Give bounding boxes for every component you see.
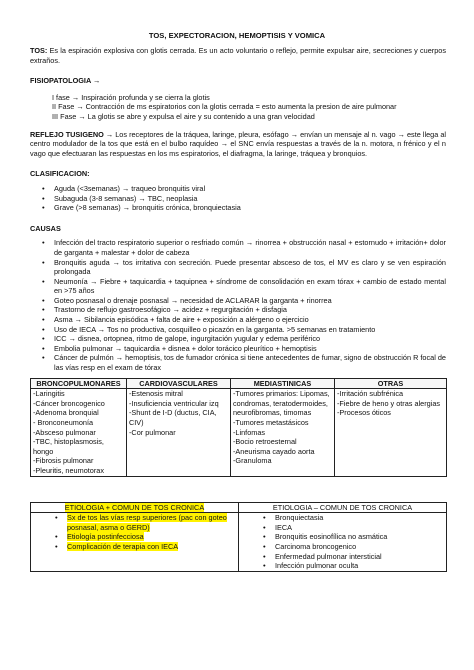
causa-item: • Uso de IECA → Tos no productiva, cosquilleo o picazón en la garganta. >5 semanas en tratamiento — [54, 325, 446, 335]
cell-line: -Insuficiencia ventricular izq — [129, 398, 219, 408]
phase-3: III Fase → La glotis se abre y expulsa el aire y su contenido a una gran velocidad — [52, 111, 315, 121]
causa-item: • ICC → disnea, ortopnea, ritmo de galope, ingurgitación yugular y edema periférico — [54, 334, 446, 344]
table-header-row — [31, 502, 447, 513]
causas-list — [30, 238, 446, 372]
tos-definition — [30, 46, 446, 65]
cell-line: -Granuloma — [233, 456, 272, 466]
causa-item: • Trastorno de reflujo gastroesofágico → acidez + regurgitación + disfagia — [54, 305, 446, 315]
list-item — [67, 542, 236, 552]
list-item: • Bronquitis eosinofílica no asmática — [275, 532, 444, 542]
list-item: • Carcinoma broncogenico — [275, 542, 444, 552]
header-otras: OTRAS — [335, 378, 447, 389]
header-mas-comun-text: ETIOLOGIA + COMUN DE TOS CRONICA — [64, 502, 205, 512]
cell-line: -Tumores primarios: Lipomas, condromas, teratodermoides, neurofibromas, timomas — [233, 389, 330, 418]
cell-line: -Tumores metastásicos — [233, 418, 309, 427]
fisiopatologia-heading: FISIOPATOLOGIA → — [30, 76, 101, 86]
cell-line: -Fiebre de heno y otras alergias — [337, 398, 441, 408]
menos-comun-cell — [239, 513, 447, 572]
cell-line: -Fibrosis pulmonar — [33, 456, 94, 466]
cell-line: -Absceso pulmonar — [33, 427, 96, 437]
highlighted-text: Complicación de terapia con IECA — [67, 541, 179, 551]
cell-line: -Cáncer broncogenico — [33, 398, 105, 408]
cell-line: -Bocio retroesternal — [233, 437, 297, 447]
list-item: • Infección pulmonar oculta — [275, 561, 444, 571]
list-item: • Enfermedad pulmonar intersticial — [275, 552, 444, 562]
document-body — [30, 46, 446, 572]
cell-line: -Irritación subfrénica — [337, 389, 404, 399]
etiologias-table — [30, 378, 447, 477]
cell-line: -Procesos óticos — [337, 408, 391, 418]
causa-item: • Bronquitis aguda → tos irritativa con secreción. Puede presentar absceso de tos, el MV es claro y se ven espiración prolongada — [54, 258, 446, 277]
cardiovasculares-cell — [127, 389, 231, 476]
cell-line: -Laringitis — [33, 389, 65, 399]
phase-1: I fase → Inspiración profunda y se cierra la glotis — [52, 92, 210, 102]
header-mas-comun — [31, 502, 239, 513]
header-cardiovasculares: CARDIOVASCULARES — [127, 378, 231, 389]
document-title: TOS, EXPECTORACION, HEMOPTISIS Y VOMICA — [148, 31, 326, 40]
table-row — [31, 513, 447, 572]
table-row — [31, 389, 447, 476]
list-item: • Bronquiectasia — [275, 513, 444, 523]
causas-heading: CAUSAS — [30, 223, 61, 233]
clasificacion-list — [30, 184, 446, 213]
reflejo-label: REFLEJO TUSIGENO — [30, 129, 104, 139]
cell-line: -Aneurisma cayado aorta — [233, 446, 315, 456]
cell-line: -Estenosis mitral — [129, 389, 183, 399]
cell-line: -Adenoma bronquial — [33, 408, 99, 418]
table-header-row — [31, 378, 447, 389]
list-item — [67, 513, 236, 532]
cell-line: - Bronconeumonía — [33, 418, 94, 427]
causa-item: • Neumonía → Fiebre + taquicardia + taquipnea + síndrome de consolidación en exam tórax + cambio de estado mental en >75 años — [54, 277, 446, 296]
header-broncopulmonares: BRONCOPULMONARES — [31, 378, 127, 389]
reflejo-text: → Los receptores de la tráquea, laringe, pleura, esófago → envían un mensaje al n. vago → este llega al centro modulador de la tos que está en el bulbo raquídeo → el SNC envía respuestas a través de la n. motora, n frénico y el n vago que efectuaran las respuestas en los ms espiratorios, el diafragma, la laringe, tráquea y bronquios. — [30, 129, 446, 158]
causa-item: • Infección del tracto respiratorio superior o resfriado común → rinorrea + obstrucción nasal + estornudo + irritación+ dolor de garganta + malestar + dolor de cabeza — [54, 238, 446, 257]
header-mediastinicas: MEDIASTINICAS — [231, 378, 335, 389]
cell-line: -Shunt de I-D (ductus, CIA, CIV) — [129, 408, 217, 427]
causa-item: • Embolia pulmonar → taquicardia + disnea + dolor torácico pleurítico + hemoptisis — [54, 344, 446, 354]
clasificacion-item: • Aguda (<3semanas) → traqueo bronquitis viral — [54, 184, 446, 194]
menos-comun-list — [241, 513, 444, 571]
causa-item: • Asma → Sibilancia episódica + falta de aire + exposición a alérgeno o ejercicio — [54, 315, 446, 325]
clasificacion-heading: CLASIFICACION: — [30, 169, 90, 179]
causa-item: • Goteo posnasal o drenaje posnasal → necesidad de ACLARAR la garganta + rinorrea — [54, 296, 446, 306]
header-menos-comun: ETIOLOGIA – COMUN DE TOS CRONICA — [239, 502, 447, 513]
highlighted-text: Sx de tos las vías resp superiores (pac con goteo posnasal, asma o GERD) — [67, 513, 227, 532]
clasificacion-item: • Grave (>8 semanas) → bronquitis crónica, bronquiectasia — [54, 203, 446, 213]
broncopulmonares-cell — [31, 389, 127, 476]
tos-definition-text: Es la espiración explosiva con glotis cerrada. Es un acto voluntario o reflejo, permite expulsar aire, secreciones y cuerpos extraños. — [30, 46, 446, 65]
cell-line: -Pleuritis, neumotorax — [33, 465, 104, 475]
otras-cell — [335, 389, 447, 476]
mediastinicas-cell — [231, 389, 335, 476]
clasificacion-item: • Subaguda (3-8 semanas) → TBC, neoplasia — [54, 194, 446, 204]
tos-label: TOS: — [30, 46, 48, 55]
phase-2: II Fase → Contracción de ms espiratorios con la glotis cerrada = esto aumenta la presion de aire pulmonar — [52, 102, 397, 112]
mas-comun-list — [33, 513, 236, 551]
list-item — [67, 532, 236, 542]
reflejo-tusigeno — [30, 130, 446, 159]
cell-line: -Linfomas — [233, 427, 266, 437]
tos-cronica-table — [30, 502, 447, 572]
cell-line: -Cor pulmonar — [129, 427, 176, 437]
mas-comun-cell — [31, 513, 239, 572]
cell-line: -TBC, histoplasmosis, hongo — [33, 437, 104, 456]
highlighted-text: Etiología postinfecciosa — [67, 532, 144, 542]
list-item: • IECA — [275, 523, 444, 533]
causa-item: • Cáncer de pulmón → hemoptisis, tos de fumador crónica si tiene antecedentes de fumar, signo de obstrucción R focal de las vías resp en el exam de tórax — [54, 353, 446, 372]
